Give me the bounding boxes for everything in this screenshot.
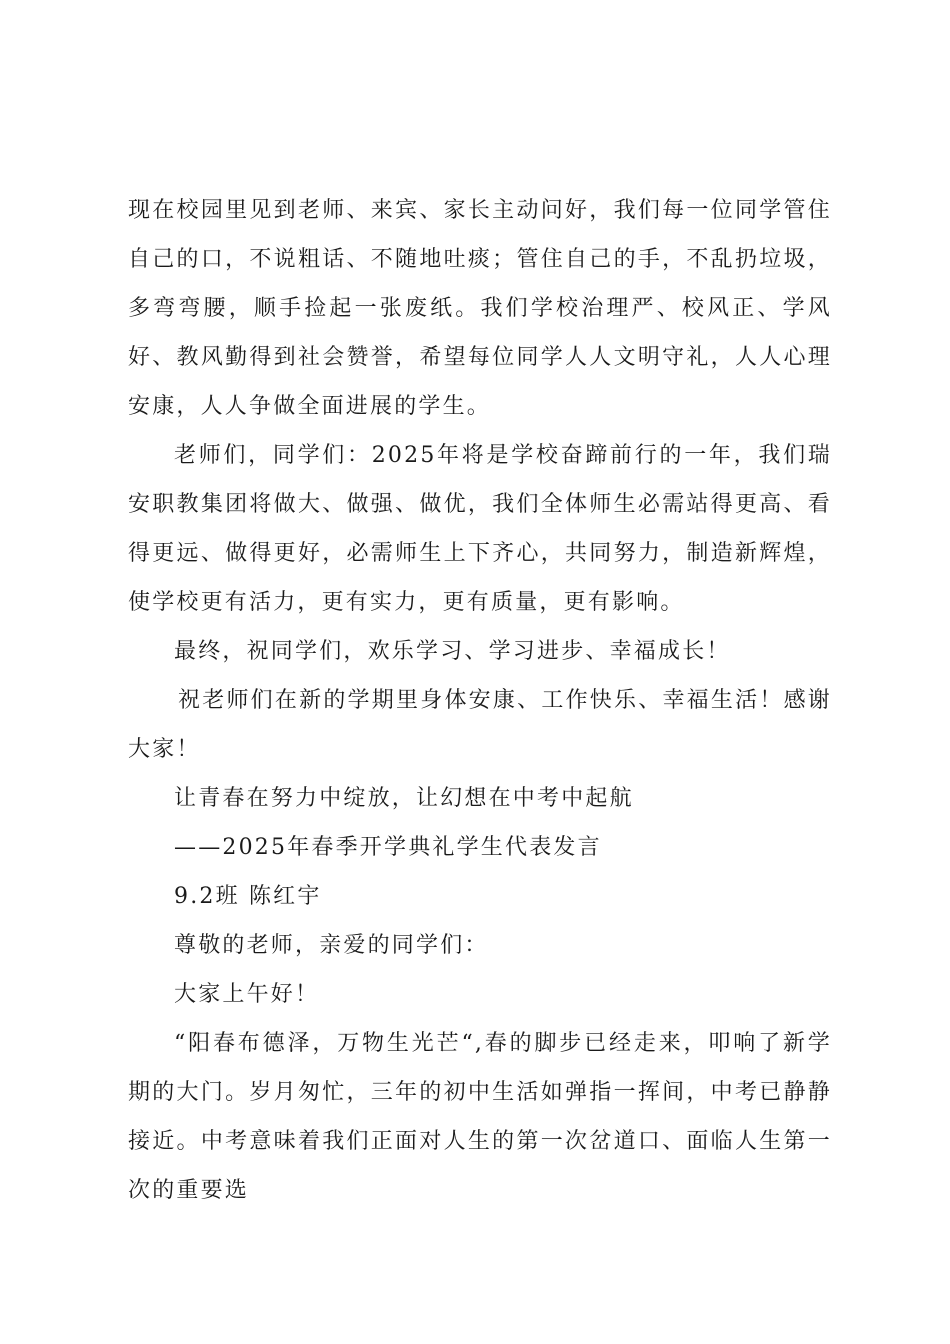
paragraph-spring-opening: “阳春布德泽，万物生光芒“,春的脚步已经走来，叩响了新学期的大门。岁月匆忙，三年的初中生活如弹指一挥间，中考已静静接近。中考意味着我们正面对人生的第一次岔道口、面临人生第一次的重要选 [128,1031,832,1203]
greeting: 大家上午好！ [174,982,320,1007]
salutation: 尊敬的老师，亲爱的同学们： [174,933,489,958]
paragraph-wishes-students: 最终，祝同学们，欢乐学习、学习进步、幸福成长！ [174,639,731,664]
speaker-line: 9.2班 陈红宇 [174,884,322,909]
document-body [128,186,832,1215]
paragraph-civility: 现在校园里见到老师、来宾、家长主动问好，我们每一位同学管住自己的口，不说粗话、不随地吐痰；管住自己的手，不乱扔垃圾，多弯弯腰，顺手捡起一张废纸。我们学校治理严、校风正、学风好、教风勤得到社会赞誉，希望每位同学人人文明守礼，人人心理安康，人人争做全面进展的学生。 [128,198,832,419]
speech-subtitle: ——2025年春季开学典礼学生代表发言 [174,835,602,860]
speech-title: 让青春在努力中绽放，让幻想在中考中起航 [174,786,634,811]
paragraph-new-year-goals: 老师们，同学们：2025年将是学校奋蹄前行的一年，我们瑞安职教集团将做大、做强、做优，我们全体师生必需站得更高、看得更远、做得更好，必需师生上下齐心，共同努力，制造新辉煌，使学校更有活力，更有实力，更有质量，更有影响。 [128,443,832,615]
paragraph-wishes-teachers: 祝老师们在新的学期里身体安康、工作快乐、幸福生活！感谢大家！ [128,688,832,762]
